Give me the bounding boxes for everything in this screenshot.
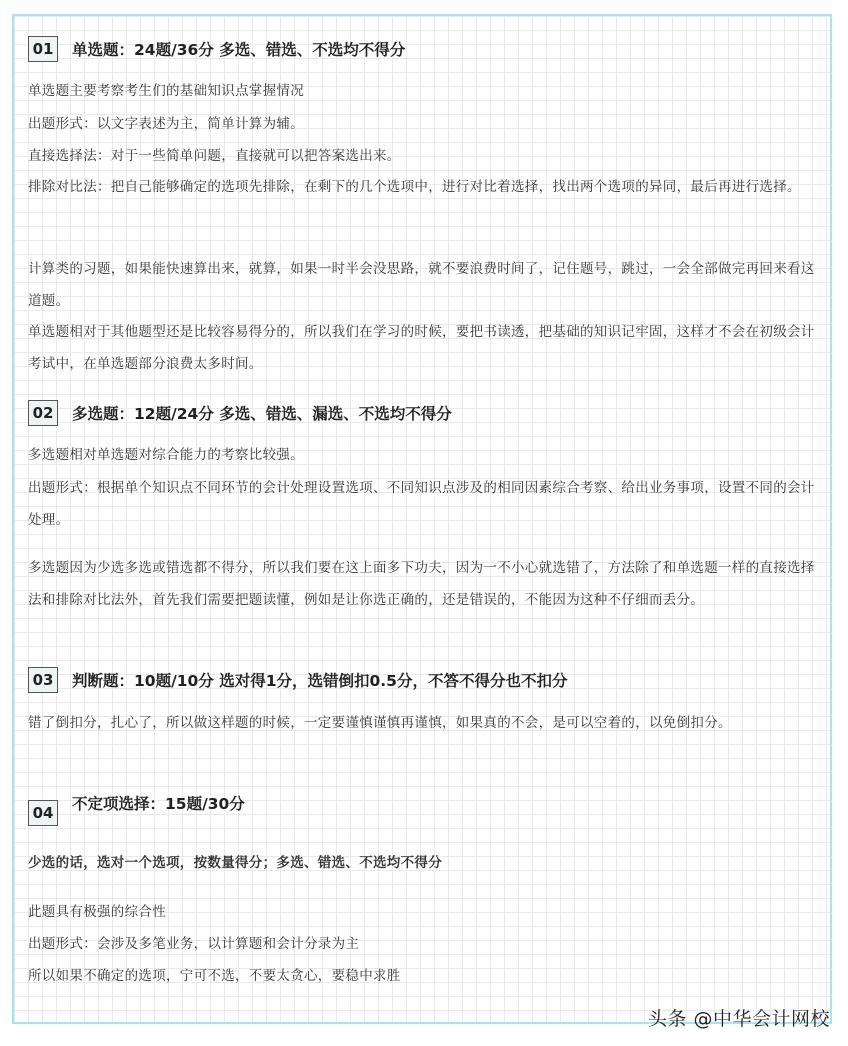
- section-title: 多选题：12题/24分 多选、错选、漏选、不选均不得分: [72, 405, 452, 423]
- paragraph: 多选题相对单选题对综合能力的考察比较强。: [28, 447, 304, 463]
- section-title: 不定项选择：15题/30分: [72, 795, 245, 813]
- paragraph: 单选题主要考察考生们的基础知识点掌握情况: [28, 83, 304, 99]
- section-number-badge: 04: [28, 800, 58, 826]
- paragraph: 多选题因为少选多选或错选都不得分，所以我们要在这上面多下功夫，因为一不小心就选错了，方法除了和单选题一样的直接选择法和排除对比法外，首先我们需要把题读懂，例如是让你选正确的，还是错误的，不能因为这种不仔细而丢分。: [28, 560, 815, 608]
- paragraph: 出题形式：根据单个知识点不同环节的会计处理设置选项、不同知识点涉及的相同因素综合考察、给出业务事项，设置不同的会计处理。: [28, 480, 815, 528]
- section-number-badge: 03: [28, 667, 58, 693]
- section-title: 单选题：24题/36分 多选、错选、不选均不得分: [72, 41, 406, 59]
- section-subtitle: 少选的话，选对一个选项，按数量得分；多选、错选、不选均不得分: [28, 855, 442, 871]
- section-heading-03: [28, 667, 567, 693]
- paragraph: 单选题相对于其他题型还是比较容易得分的，所以我们在学习的时候，要把书读透，把基础的知识记牢固，这样才不会在初级会计考试中，在单选题部分浪费太多时间。: [28, 324, 815, 372]
- section-heading-04: [28, 792, 245, 826]
- paragraph: 出题形式：以文字表述为主，简单计算为辅。: [28, 116, 304, 132]
- watermark: 头条 @中华会计网校: [647, 1008, 830, 1030]
- paragraph: 错了倒扣分，扎心了，所以做这样题的时候，一定要谨慎谨慎再谨慎，如果真的不会，是可以空着的，以免倒扣分。: [28, 715, 732, 731]
- paragraph: 排除对比法：把自己能够确定的选项先排除，在剩下的几个选项中，进行对比着选择，找出两个选项的异同，最后再进行选择。: [28, 179, 801, 195]
- section-heading-01: [28, 36, 405, 62]
- paragraph: 直接选择法：对于一些简单问题，直接就可以把答案选出来。: [28, 148, 401, 164]
- section-number-badge: 02: [28, 400, 58, 426]
- paragraph: 计算类的习题，如果能快速算出来，就算，如果一时半会没思路，就不要浪费时间了，记住题号，跳过，一会全部做完再回来看这道题。: [28, 261, 815, 309]
- paragraph: 所以如果不确定的选项，宁可不选，不要太贪心，要稳中求胜: [28, 968, 401, 984]
- paragraph: 此题具有极强的综合性: [28, 904, 166, 920]
- section-title: 判断题：10题/10分 选对得1分，选错倒扣0.5分，不答不得分也不扣分: [72, 672, 568, 690]
- section-heading-02: [28, 400, 452, 426]
- paragraph: 出题形式：会涉及多笔业务，以计算题和会计分录为主: [28, 936, 360, 952]
- section-number-badge: 01: [28, 36, 58, 62]
